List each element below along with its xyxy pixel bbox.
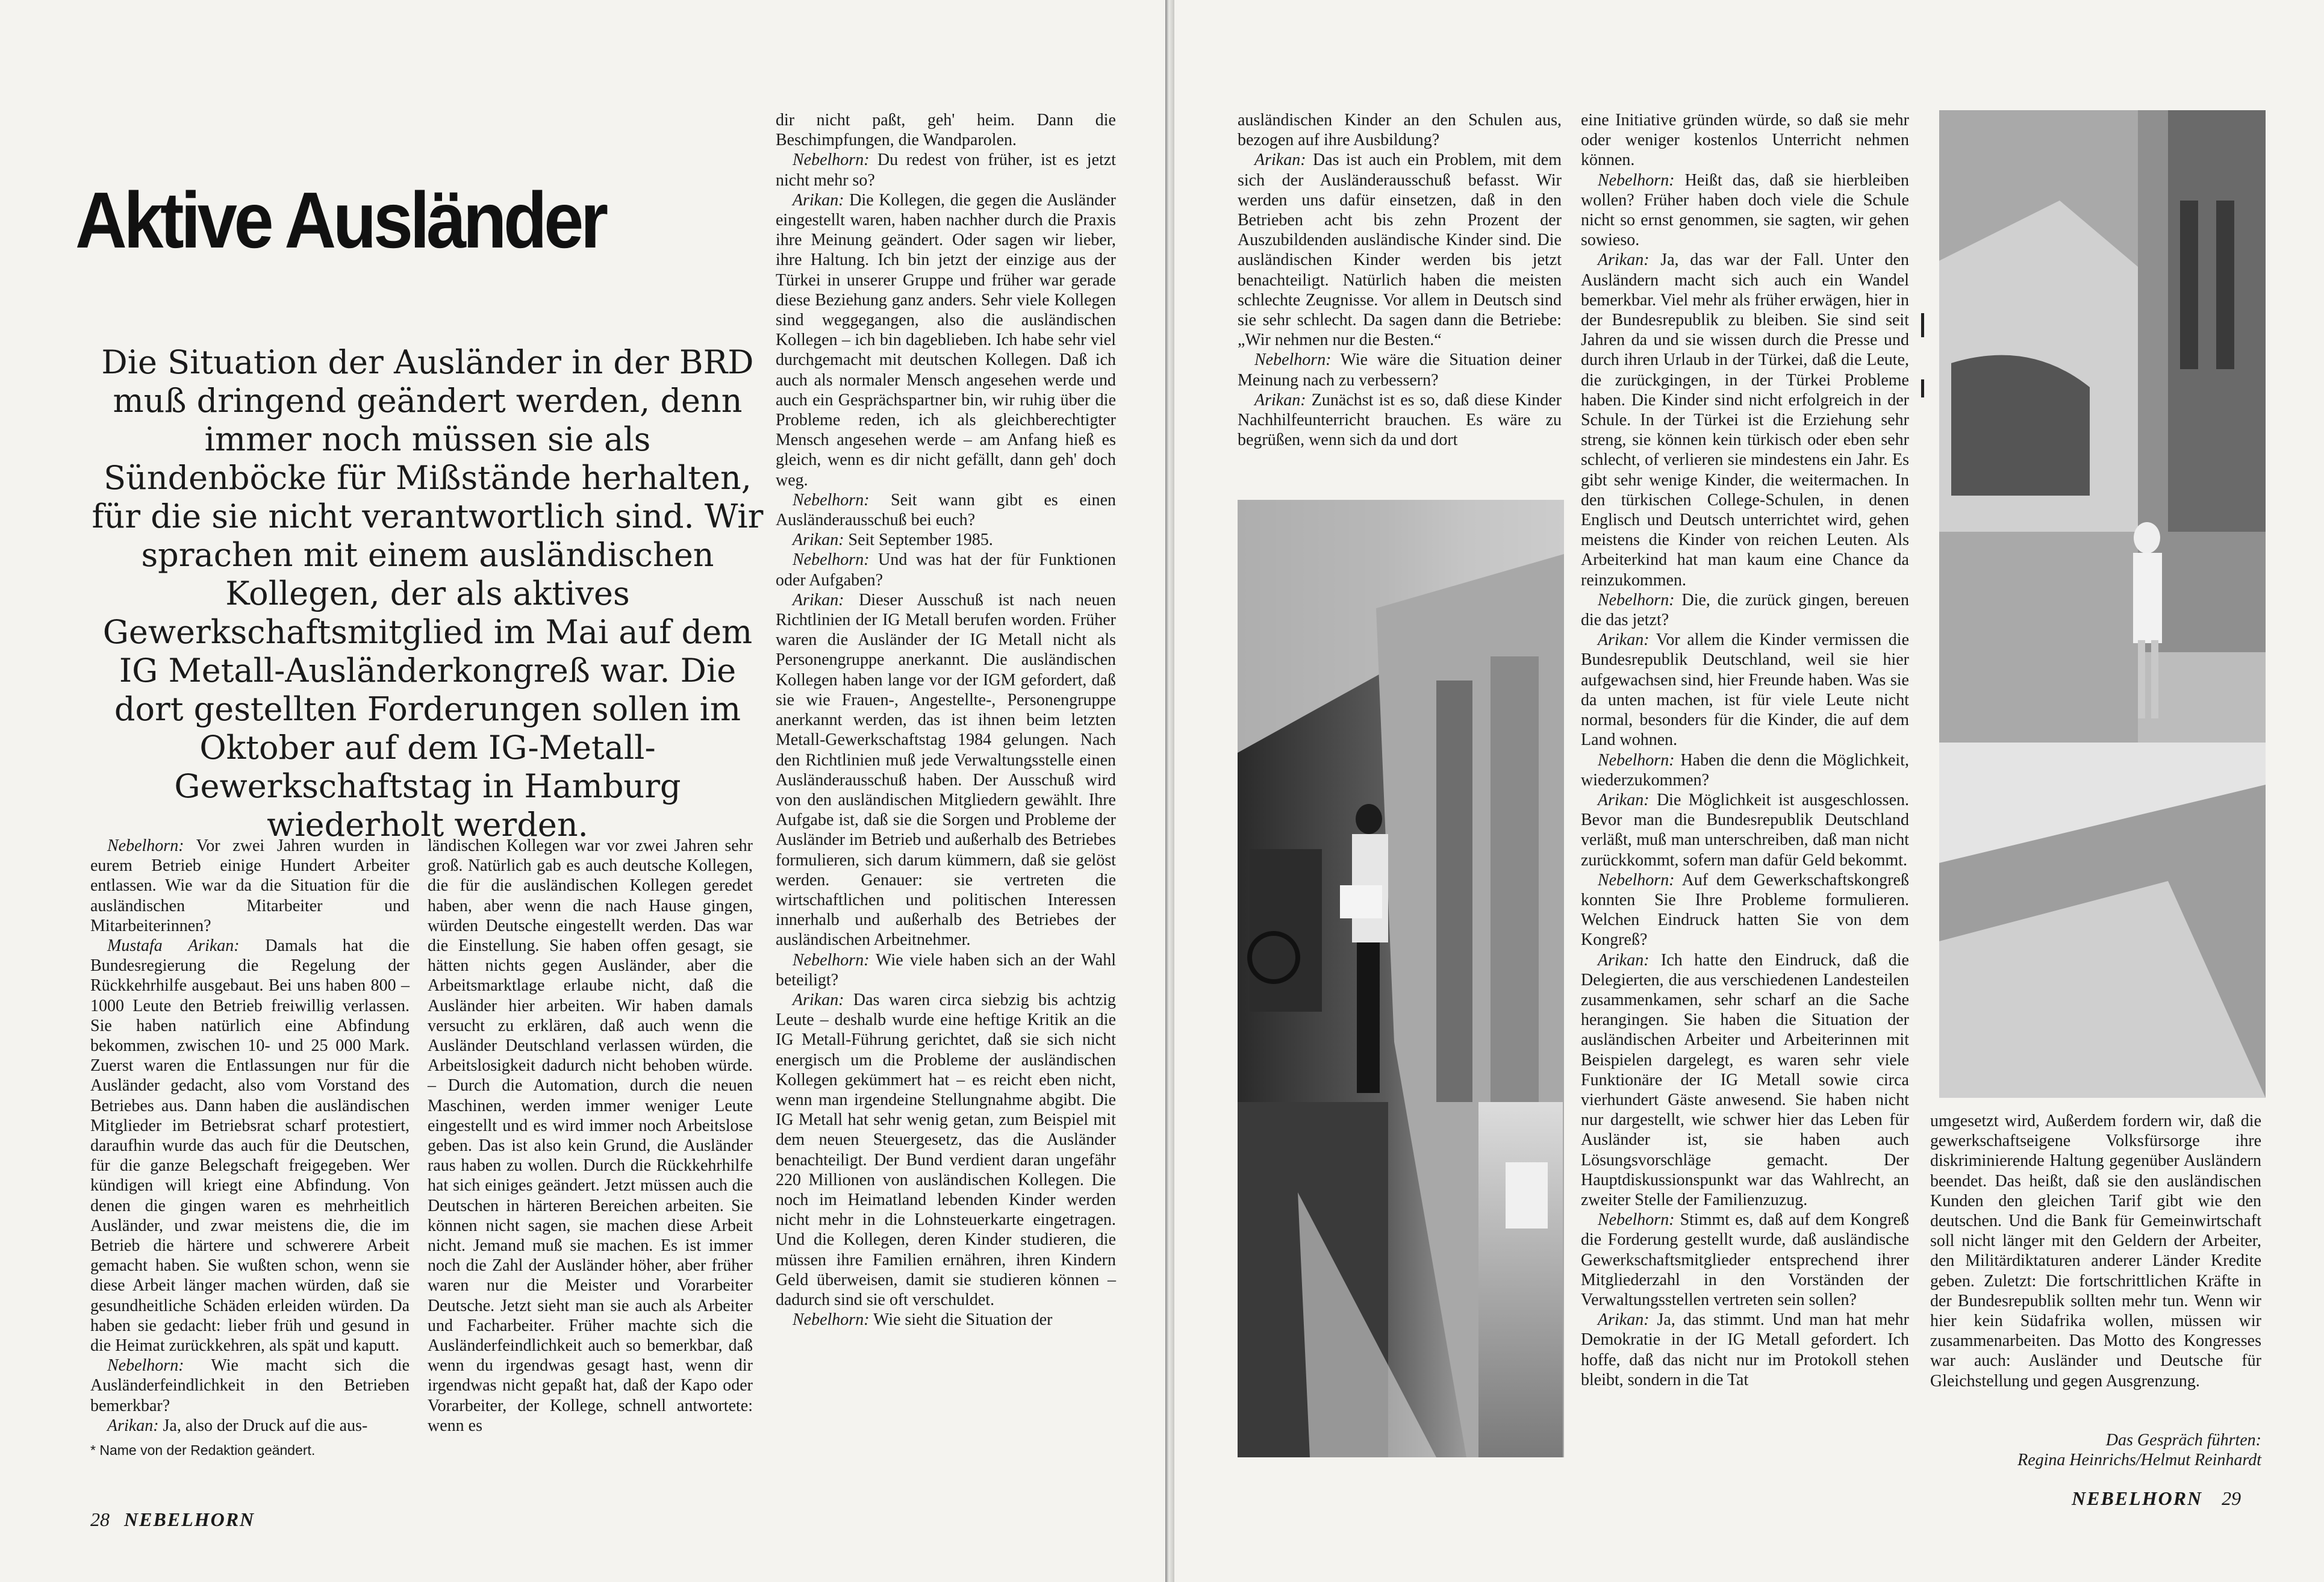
right-page [1174, 0, 2324, 1582]
paragraph [90, 1416, 410, 1436]
paragraph [1581, 790, 1909, 870]
text-column-4 [1238, 110, 1562, 450]
paragraph [1581, 250, 1909, 590]
paragraph-text: Heißt das, daß sie hierbleiben wollen? Früher haben doch viele die Schule nicht so ernst genommen, sie sagten, wir gehen sowieso. [1581, 170, 1909, 250]
paragraph-text: Die Kollegen, die gegen die Ausländer eingestellt waren, haben nachher durch die Praxis ihre Meinung geändert. Oder sagen wir lieber, ihre Haltung. Ich bin jetzt der einzige aus der Türkei in unserer Gruppe und früher war gerade diese Beziehung ganz anders. Sehr viele Kollegen sind weggegangen, also die ausländischen Kollegen – ich bin dageblieben. Ich habe sehr viel durchgemacht mit deutschen Kollegen. Daß ich auch als normaler Mensch angesehen werde und auch ein Gesprächspartner bin, wir ruhig über die Probleme reden, ich als gleichberechtigter Mensch angesehen werde – am Anfang hieß es gleich, wenn es dir nicht gefällt, dann geh' doch weg. [776, 190, 1116, 490]
speaker-label: Nebelhorn: [107, 836, 184, 855]
text-column-1 [90, 836, 410, 1460]
paragraph [776, 150, 1116, 190]
street-scene-man-reading-photo [1238, 500, 1564, 1457]
photo-image-1 [1238, 500, 1564, 1457]
speaker-label: Arikan: [1598, 950, 1650, 970]
article-title: Aktive Ausländer [75, 176, 605, 264]
paragraph [776, 950, 1116, 990]
paragraph-text: Wie macht sich die Ausländerfeindlichkeit in den Betrieben bemerkbar? [90, 1356, 410, 1415]
paragraph [90, 936, 410, 1356]
paragraph [776, 990, 1116, 1310]
credit-label: Das Gespräch führten: [2105, 1431, 2261, 1450]
paragraph-text: dir nicht paßt, geh' heim. Dann die Beschimpfungen, die Wandparolen. [776, 111, 1116, 150]
paragraph-text: Ja, also der Druck auf die aus- [158, 1416, 368, 1435]
paragraph-text: Zunächst ist es so, daß diese Kinder Nachhilfeunterricht brauchen. Es wäre zu begrüßen, wenn sich da und dort [1238, 390, 1562, 450]
paragraph [90, 836, 410, 936]
credit-authors: Regina Heinrichs/Helmut Reinhardt [2017, 1451, 2261, 1469]
margin-mark [1921, 313, 1924, 337]
text-column-6 [1930, 1111, 2261, 1391]
paragraph-text: Dieser Ausschuß ist nach neuen Richtlinien der IG Metall berufen worden. Früher waren die Ausländer der IG Metall nicht als Personengruppe anerkannt. Die ausländischen Kollegen haben lange vor der IGM gefordert, daß sie wie Frauen-, Angestellte-, Personengruppe anerkannt werden, das ist ihnen beim letzten Metall-Gewerkschaftstag 1984 gelungen. Nach den Richtlinien muß jede Verwaltungsstelle einen Ausländerausschuß haben. Der Ausschuß wird von den ausländischen Mitgliedern gewählt. Ihre Aufgabe ist, daß sie die Sorgen und Probleme der Ausländer im Betrieb und außerhalb des Betriebes formulieren, sich darum kümmern, daß sie gelöst werden. Genauer: sie vertreten die wirtschaftlichen und politischen Interessen innerhalb und außerhalb des Betriebes der ausländischen Arbeitnehmer. [776, 590, 1116, 950]
paragraph-text: Wie wäre die Situation deiner Meinung nach zu verbessern? [1238, 350, 1562, 390]
paragraph [1238, 150, 1562, 350]
speaker-label: Nebelhorn: [1598, 170, 1675, 190]
paragraph-text: Vor zwei Jahren wurden in eurem Betrieb einige Hundert Arbeiter entlassen. Wie war da die Situation für die ausländischen Mitarbeiter und Mitarbeiterinnen? [90, 836, 410, 935]
spine-gutter [1165, 0, 1174, 1582]
paragraph-text: ländischen Kollegen war vor zwei Jahren sehr groß. Natürlich gab es auch deutsche Kollegen, die für die ausländischen Kollegen geredet haben, aber wenn die nach Hause gingen, würden Deutsche eingestellt werden. Das war die Einstellung. Sie haben offen gesagt, sie hätten nichts gegen Ausländer, aber die Arbeitsmarktlage erlaube nicht, daß die Ausländer hier arbeiten. Wir haben damals versucht zu erklären, daß auch wenn die Ausländer Deutschland verlassen würden, die Arbeitslosigkeit dadurch nicht behoben würde. – Durch die Automation, durch die neuen Maschinen, werden immer weniger Leute eingestellt und es wird immer noch Arbeitslose geben. Das ist also kein Grund, die Ausländer raus haben zu wollen. Durch die Rückkehrhilfe hat sich einiges geändert. Jetzt müssen auch die Deutschen in härteren Bereichen arbeiten. Sie können nicht sagen, sie machen diese Arbeit nicht. Jemand muß sie machen. Es ist immer noch die Zahl der Ausländer höher, aber früher waren nur die Meister und Vorarbeiter Deutsche. Jetzt sieht man sie auch als Arbeiter und Facharbeiter. Früher machte sich die Ausländerfeindlichkeit auch so bemerkbar, daß wenn du irgendwas gesagt hast, wenn dir irgendwas nicht gepaßt hat, daß der Kapo oder Vorarbeiter, der Kollege, schnell antwortete: wenn es [428, 836, 753, 1435]
right-folio [2072, 1487, 2241, 1510]
paragraph [1581, 170, 1909, 251]
speaker-label: Arikan: [1254, 390, 1306, 410]
paragraph [776, 110, 1116, 150]
paragraph [1581, 950, 1909, 1210]
speaker-label: Arikan: [1598, 251, 1650, 270]
paragraph-text: eine Initiative gründen würde, so daß sie mehr oder weniger kostenlos Unterricht nehmen können. [1581, 111, 1909, 170]
interview-credit [1930, 1430, 2261, 1470]
speaker-label: Nebelhorn: [1598, 870, 1675, 889]
paragraph [1581, 630, 1909, 750]
magazine-name: NEBELHORN [124, 1509, 255, 1530]
article-lead: Die Situation der Ausländer in der BRD muß dringend geändert werden, denn immer noch müssen sie als Sündenböcke für Mißstände herhalten, für die sie nicht verantwortlich sind. Wir sprachen mit einem ausländischen Kollegen, der als aktives Gewerkschaftsmitglied im Mai auf dem IG Metall-Ausländerkongreß war. Die dort gestellten Forderungen sollen im Oktober auf dem IG-Metall-Gewerkschaftstag in Hamburg wiederholt werden. [92, 343, 764, 844]
paragraph [776, 490, 1116, 530]
page-number: 28 [90, 1509, 110, 1530]
speaker-label: Nebelhorn: [793, 550, 870, 570]
paragraph-text: Ja, das war der Fall. Unter den Ausländern macht sich auch ein Wandel bemerkbar. Viel mehr als früher erwägen, hier in der Bundesrepublik zu bleiben. Sie sind seit Jahren da und sie wissen durch die Presse und durch ihren Urlaub in der Türkei, daß die Leute, die zurückgingen, in der Türkei Probleme haben. Die Kinder sind nicht erfolgreich in der Schule. In der Türkei ist die Erziehung sehr streng, sie können kein türkisch oder eben sehr schlecht, of verlieren sie mindestens ein Jahr. Es gibt sehr wenige Kinder, die weitermachen. In den türkischen College-Schulen, in denen Englisch und Deutsch unterrichtet wird, gehen meistens die Kinder von reichen Leuten. Als Arbeiterkind hat man kaum eine Chance da reinzukommen. [1581, 251, 1909, 590]
paragraph-text: Die, die zurück gingen, bereuen die das jetzt? [1581, 590, 1909, 630]
paragraph [428, 836, 753, 1436]
paragraph [776, 1310, 1116, 1330]
paragraph [1581, 870, 1909, 950]
photo-image-2 [1939, 110, 2266, 1098]
speaker-label: Nebelhorn: [1598, 590, 1675, 609]
speaker-label: Nebelhorn: [1598, 1210, 1675, 1230]
text-column-3 [776, 110, 1116, 1330]
paragraph-text: Seit September 1985. [844, 531, 993, 550]
paragraph-text: Ich hatte den Eindruck, daß die Delegierten, die aus verschiedenen Landesteilen zusammenkamen, sehr scharf an die Sache herangingen. Sie haben die Situation der ausländischen Arbeiter und Arbeiterinnen mit Beispielen dargelegt, es waren sehr viele Funktionäre der IG Metall sowie circa vierhundert Gäste anwesend. Sie haben nicht nur dargestellt, wie schwer hier das Leben für Ausländer ist, sie haben auch Lösungsvorschläge gemacht. Der Hauptdiskussionspunkt war das Wahlrecht, an zweiter Stelle der Familienzuzug. [1581, 950, 1909, 1209]
margin-mark [1921, 379, 1924, 397]
paragraph-text: Damals hat die Bundesregierung die Regelung der Rückkehrhilfe ausgebaut. Bei uns haben 800 – 1000 Leute den Betrieb freiwillig verlassen. Sie haben natürlich eine Abfindung bekommen, zwischen 10- und 25 000 Mark. Zuerst waren die Entlassungen nur für die Ausländer gedacht, also vom Vorstand des Betriebes aus. Dann haben die ausländischen Mitglieder im Betriebsrat scharf protestiert, daraufhin wurde das auch für die Deutschen, für die ganze Belegschaft freigegeben. Wer kündigen will kriegt eine Abfindung. Von denen die gingen waren es mehrheitlich Ausländer, und zwar meistens die, die im Betrieb die härtere und schwerere Arbeit gemacht haben. Sie wußten schon, wenn sie diese Arbeit länger machen würden, daß sie gesundheitliche Schäden erleiden würden. Da haben sie gedacht: lieber früh und gesund in die Heimat zurückkehren, als spät und kaputt. [90, 936, 410, 1356]
paragraph [1581, 1310, 1909, 1390]
speaker-label: Nebelhorn: [1598, 750, 1675, 770]
speaker-label: Nebelhorn: [793, 151, 870, 170]
paragraph [776, 530, 1116, 550]
paragraph-text: Haben die denn die Möglichkeit, wiederzukommen? [1581, 750, 1909, 789]
footnote: * Name von der Redaktion geändert. [90, 1442, 316, 1459]
speaker-label: Arikan: [1598, 1310, 1650, 1330]
paragraph [1238, 110, 1562, 150]
text-column-5 [1581, 110, 1909, 1390]
paragraph-text: Ja, das stimmt. Und man hat mehr Demokratie in der IG Metall gefordert. Ich hoffe, daß das nicht nur im Protokoll stehen bleibt, sondern in die Tat [1581, 1310, 1909, 1389]
speaker-label: Nebelhorn: [107, 1356, 184, 1375]
paragraph [776, 550, 1116, 590]
speaker-label: Arikan: [107, 1416, 159, 1435]
speaker-label: Nebelhorn: [1254, 350, 1332, 370]
paragraph-text: umgesetzt wird, Außerdem fordern wir, daß die gewerkschaftseigene Volksfürsorge ihre diskriminierende Haltung gegenüber Ausländern beendet. Das heißt, daß sie den ausländischen Kunden den gleichen Tarif gibt wie den deutschen. Und die Bank für Gemeinwirtschaft soll nicht länger mit den Geldern der Arbeiter, den Militärdiktaturen anderer Länder Kredite geben. Zuletzt: Die fortschrittlichen Kräfte in der Bundesrepublik sollten mehr tun. Wenn wir hier kein Südafrika wollen, müssen wir zusammenarbeiten. Das Motto des Kongresses war auch: Ausländer und Deutsche für Gleichstellung und gegen Ausgrenzung. [1930, 1112, 2261, 1390]
paragraph-text: Auf dem Gewerkschaftskongreß konnten Sie Ihre Probleme formulieren. Welchen Eindruck hatten Sie von dem Kongreß? [1581, 870, 1909, 950]
speaker-label: Nebelhorn: [793, 1310, 870, 1330]
paragraph-text: Stimmt es, daß auf dem Kongreß die Forderung gestellt wurde, daß ausländische Gewerkschaftsmitglieder entsprechend ihrer Mitgliederzahl in den Vorständen der Verwaltungsstellen vertreten sein sollen? [1581, 1210, 1909, 1309]
paragraph-text: Die Möglichkeit ist ausgeschlossen. Bevor man die Bundesrepublik Deutschland verläßt, muß man unterschreiben, daß man nicht zurückkommt, sofern man dafür Geld bekommt. [1581, 790, 1909, 870]
speaker-label: Arikan: [1254, 151, 1306, 170]
paragraph-text: Du redest von früher, ist es jetzt nicht mehr so? [776, 151, 1116, 190]
paragraph [776, 190, 1116, 490]
paragraph [1581, 110, 1909, 170]
speaker-label: Arikan: [793, 531, 844, 550]
speaker-label: Mustafa Arikan: [107, 936, 240, 956]
speaker-label: Arikan: [1598, 631, 1650, 650]
paragraph [1238, 390, 1562, 450]
speaker-label: Nebelhorn: [793, 950, 870, 970]
paragraph-text: Das waren circa siebzig bis achtzig Leute – deshalb wurde eine heftige Kritik an die IG Metall-Führung gerichtet, daß sie sich nicht energisch um die Probleme der ausländischen Kollegen gekümmert hat – es reicht eben nicht, wenn man irgendeine Stellungnahme abgibt. Die IG Metall hat sehr wenig getan, zum Beispiel mit dem neuen Steuergesetz, das die Ausländer benachteiligt. Der Bund verdient daran ungefähr 220 Millionen von ausländischen Kollegen. Die noch im Heimatland lebenden Kinder werden nicht mehr in die Lohnsteuerkarte eingetragen. Und die Kollegen, deren Kinder studieren, die müssen ihre Familien ernähren, ihren Kindern Geld überweisen, damit sie studieren können – dadurch sind sie oft verschuldet. [776, 990, 1116, 1309]
speaker-label: Arikan: [793, 990, 844, 1009]
text-column-2 [428, 836, 753, 1436]
paragraph-text: Und was hat der für Funktionen oder Aufgaben? [776, 550, 1116, 590]
paragraph-text: Wie viele haben sich an der Wahl beteiligt? [776, 950, 1116, 989]
paragraph-text: Wie sieht die Situation der [869, 1310, 1053, 1330]
paragraph-text: ausländischen Kinder an den Schulen aus, bezogen auf ihre Ausbildung? [1238, 111, 1562, 150]
paragraph [1581, 590, 1909, 630]
paragraph [1581, 750, 1909, 790]
magazine-name: NEBELHORN [2072, 1487, 2203, 1509]
speaker-label: Arikan: [1598, 790, 1650, 809]
paragraph [90, 1356, 410, 1416]
left-folio [90, 1509, 255, 1531]
speaker-label: Arikan: [793, 190, 844, 210]
paragraph-text: Vor allem die Kinder vermissen die Bundesrepublik Deutschland, weil sie hier aufgewachsen sind, hier Freunde haben. Was sie da unten machen, ist für viele Leute nicht normal, besonders für die Kinder, die auf dem Land wohnen. [1581, 631, 1909, 750]
speaker-label: Arikan: [793, 590, 844, 609]
paragraph [1930, 1111, 2261, 1391]
street-scene-woman-walking-photo [1939, 110, 2266, 1098]
paragraph [1581, 1210, 1909, 1310]
paragraph [776, 590, 1116, 950]
page-number: 29 [2222, 1487, 2241, 1509]
paragraph [1238, 350, 1562, 390]
paragraph-text: Das ist auch ein Problem, mit dem sich der Ausländerausschuß befasst. Wir werden uns dafür einsetzen, daß in den Betrieben acht bis zehn Prozent der Auszubildenden ausländische Kinder sind. Die ausländischen Kinder werden bis jetzt benachteiligt. Natürlich haben die meisten schlechte Zeugnisse. Vor allem in Deutsch sind sie sehr schlecht. Da sagen dann die Betriebe: „Wir nehmen nur die Besten.“ [1238, 151, 1562, 350]
paragraph-text: Seit wann gibt es einen Ausländerausschuß bei euch? [776, 490, 1116, 530]
speaker-label: Nebelhorn: [793, 490, 870, 509]
